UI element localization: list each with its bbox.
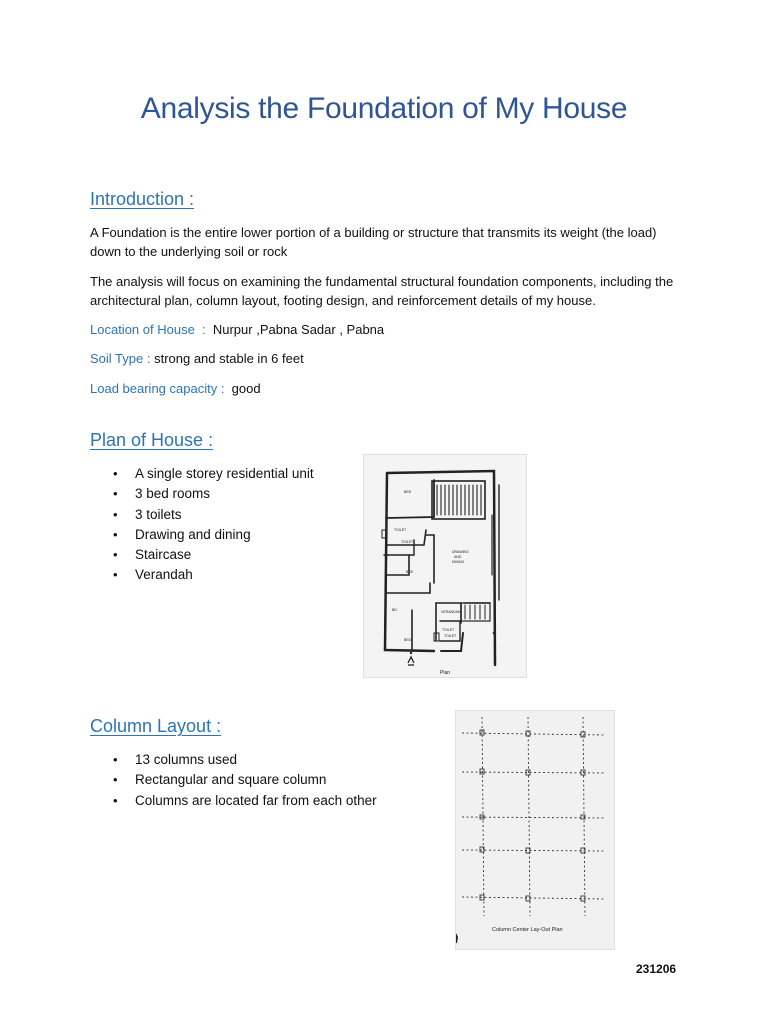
svg-text:DRAWING: DRAWING bbox=[452, 550, 469, 554]
column-layout-drawing bbox=[456, 711, 614, 949]
svg-text:BED: BED bbox=[404, 490, 412, 494]
list-item: • Staircase bbox=[113, 545, 314, 565]
page-title: Analysis the Foundation of My House bbox=[140, 92, 628, 125]
svg-text:AND: AND bbox=[454, 555, 462, 559]
list-item: • A single storey residential unit bbox=[113, 464, 314, 484]
list-item: • Columns are located far from each other bbox=[113, 791, 377, 811]
intro-paragraph-2: The analysis will focus on examining the fundamental structural foundation components, including the architectural plan, column layout, footing design, and reinforcement details of my house. bbox=[90, 274, 674, 308]
load-value: good bbox=[224, 381, 261, 396]
list-item: • 3 toilets bbox=[113, 505, 314, 525]
column-layout-sketch bbox=[455, 710, 615, 950]
soil-line bbox=[90, 350, 304, 368]
list-item: • 3 bed rooms bbox=[113, 484, 314, 504]
column-list bbox=[113, 750, 377, 811]
list-item: • 13 columns used bbox=[113, 750, 377, 770]
introduction-heading: Introduction : bbox=[90, 189, 195, 209]
svg-text:VERANDAH: VERANDAH bbox=[441, 610, 461, 614]
plan-sketch-caption: Plan bbox=[440, 670, 451, 676]
soil-value: strong and stable in 6 feet bbox=[150, 351, 304, 366]
svg-text:TOILET: TOILET bbox=[444, 634, 457, 638]
column-sketch-caption: Column Center Lay-Out Plan bbox=[492, 927, 563, 933]
plan-heading: Plan of House : bbox=[90, 430, 214, 450]
load-label: Load bearing capacity : bbox=[90, 381, 225, 396]
house-plan-drawing bbox=[364, 455, 526, 677]
column-layout-heading: Column Layout : bbox=[90, 716, 222, 736]
location-line bbox=[90, 321, 384, 339]
svg-text:BED: BED bbox=[406, 570, 414, 574]
plan-list bbox=[113, 464, 314, 586]
intro-paragraph-1: A Foundation is the entire lower portion of a building or structure that transmits its weight (the load) down to the underlying soil or rock bbox=[90, 225, 657, 259]
svg-text:BD: BD bbox=[392, 608, 397, 612]
location-label: Location of House : bbox=[90, 322, 206, 337]
svg-text:TOILET: TOILET bbox=[401, 540, 414, 544]
svg-text:TOILET: TOILET bbox=[442, 628, 455, 632]
load-line bbox=[90, 380, 261, 398]
list-item: • Verandah bbox=[113, 565, 314, 585]
location-value: Nurpur ,Pabna Sadar , Pabna bbox=[205, 322, 385, 337]
soil-label: Soil Type : bbox=[90, 351, 151, 366]
svg-text:DINING: DINING bbox=[452, 560, 465, 564]
page-number: 231206 bbox=[636, 962, 677, 976]
svg-text:TOILET: TOILET bbox=[394, 528, 407, 532]
svg-text:BED: BED bbox=[404, 638, 412, 642]
house-plan-sketch bbox=[363, 454, 527, 678]
list-item: • Rectangular and square column bbox=[113, 770, 377, 790]
list-item: • Drawing and dining bbox=[113, 525, 314, 545]
